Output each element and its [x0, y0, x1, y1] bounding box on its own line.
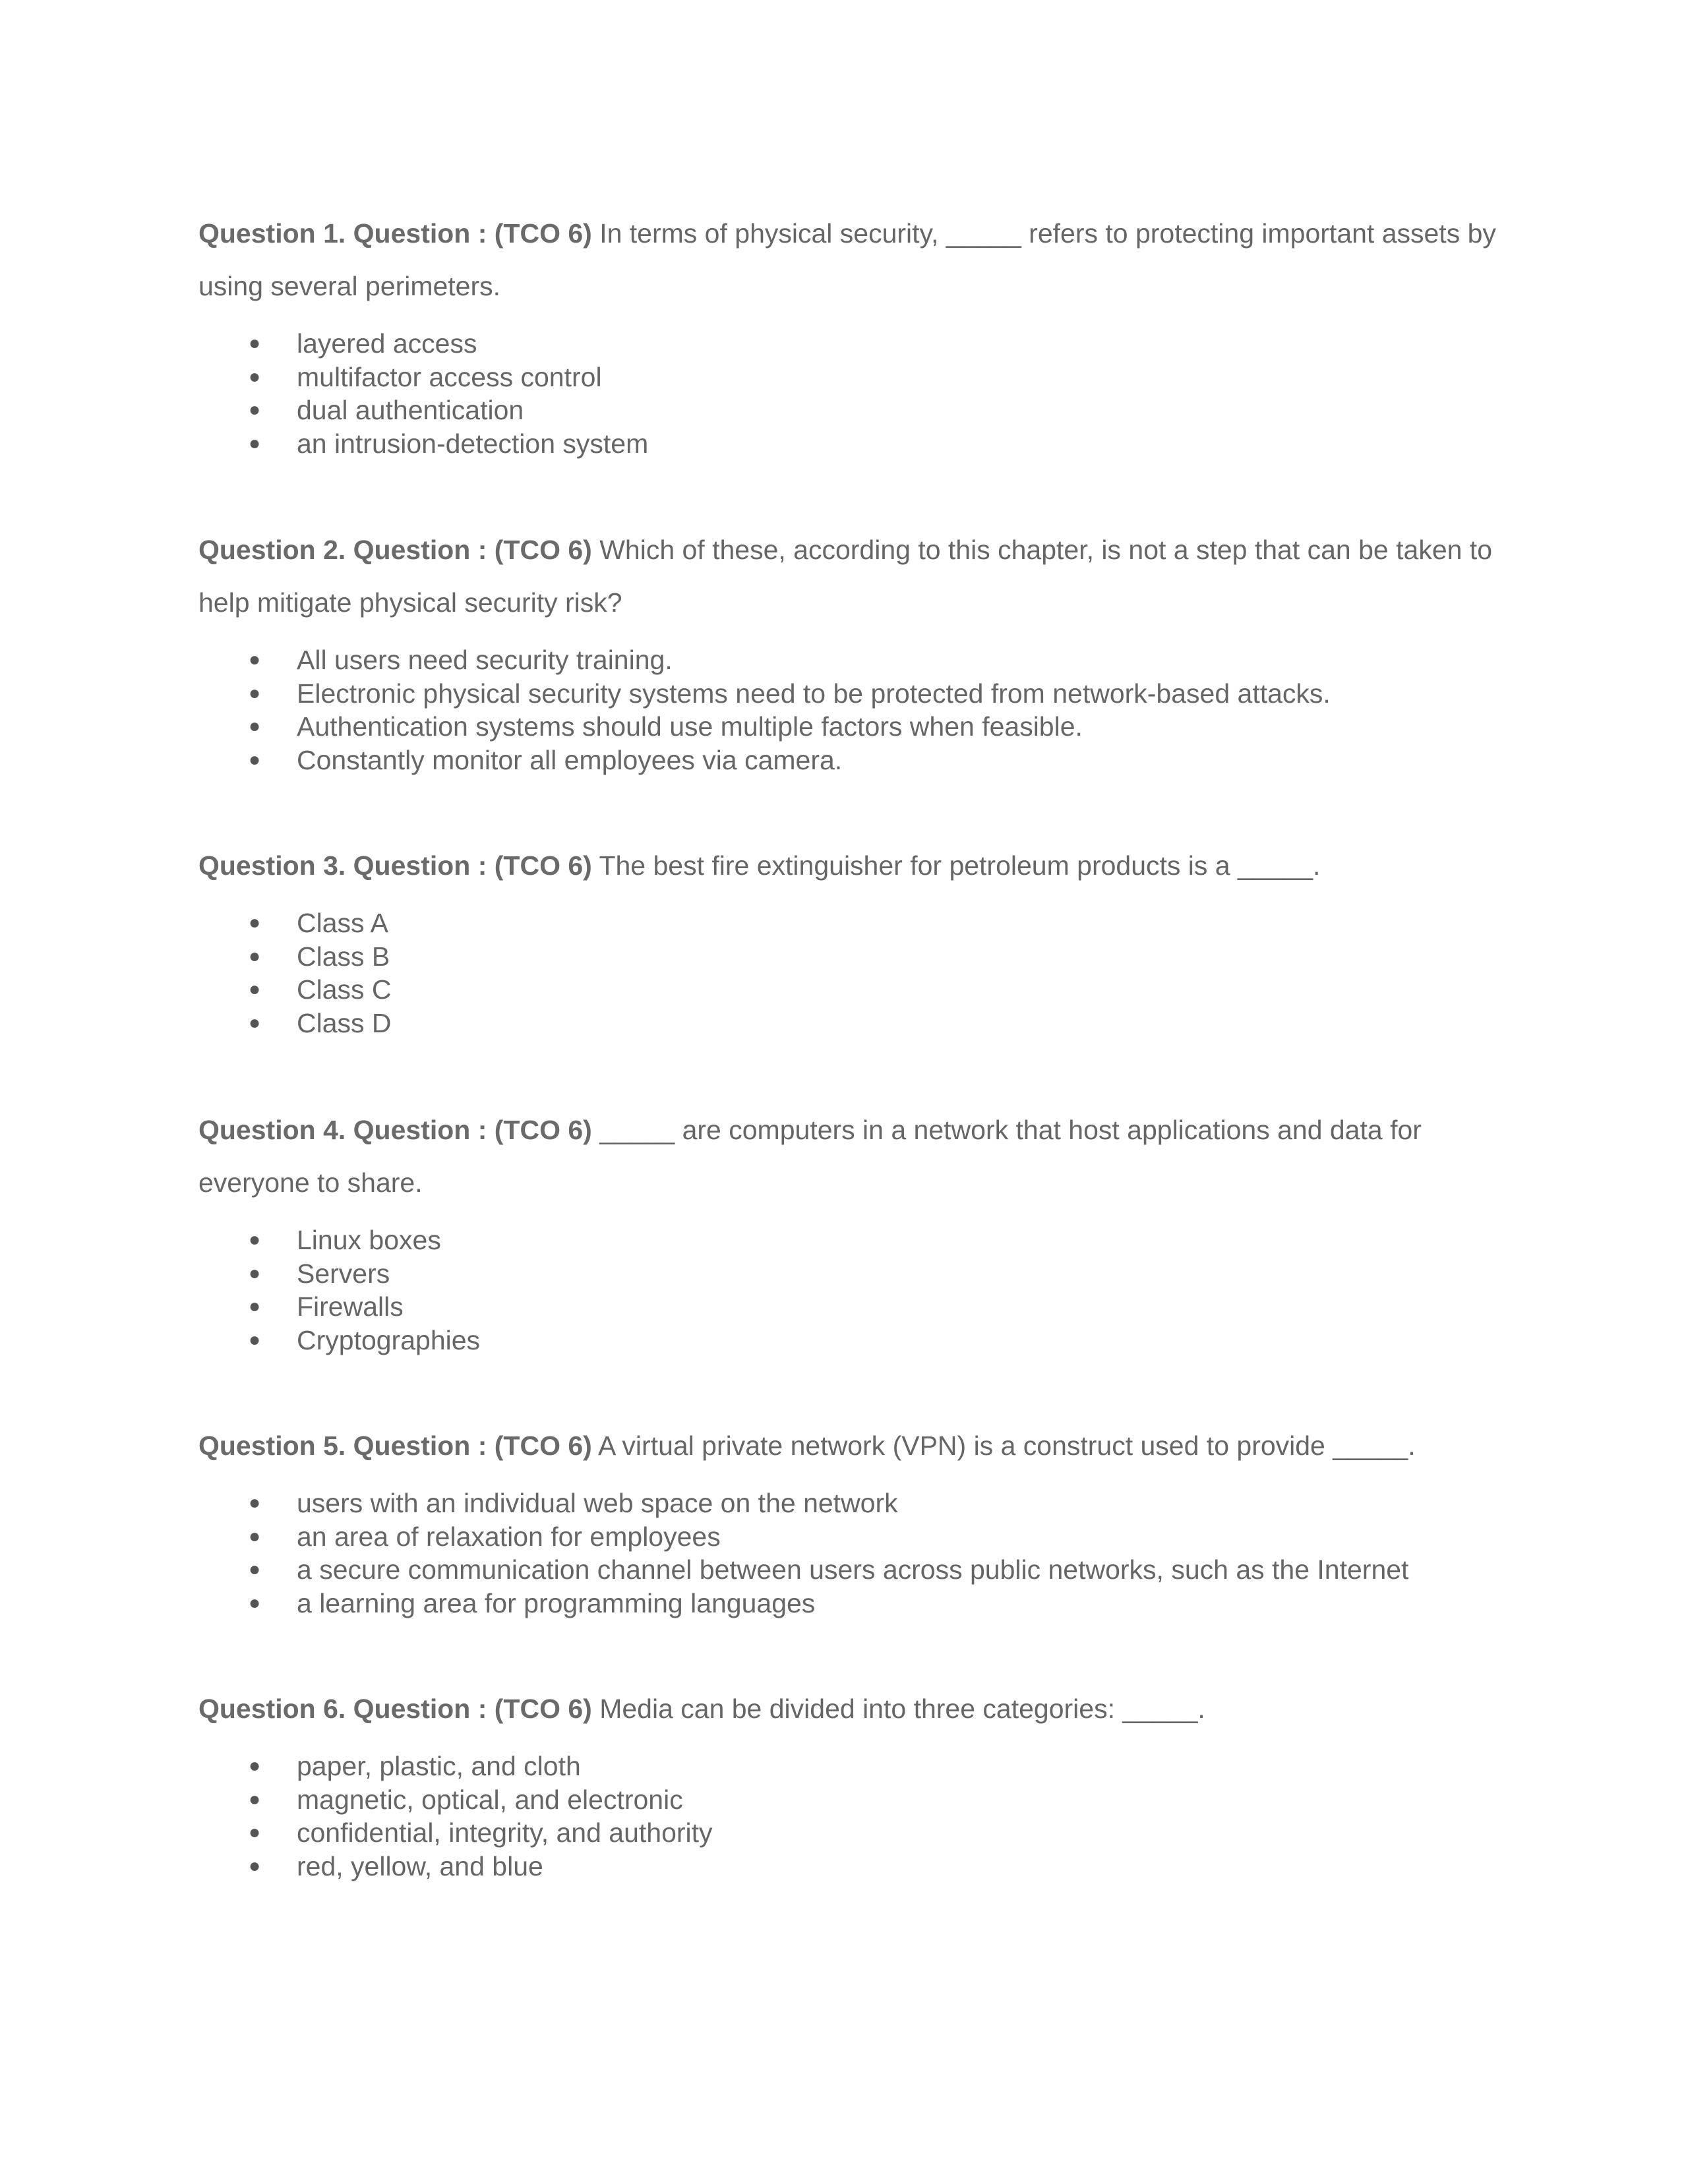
option-label: an area of relaxation for employees: [297, 1521, 721, 1552]
answer-options: [198, 327, 1517, 460]
question-label: Question 6. Question : (TCO 6): [198, 1694, 592, 1724]
bullet-icon: ●: [249, 912, 261, 933]
bullet-icon: ●: [249, 1854, 261, 1877]
question-text: [198, 839, 1517, 892]
question-prompt: Media can be divided into three categories: _____.: [591, 1694, 1205, 1724]
option-label: Class B: [297, 941, 390, 972]
answer-option: [198, 1587, 1517, 1620]
answer-option: [198, 394, 1517, 427]
answer-option: [198, 677, 1517, 711]
option-label: paper, plastic, and cloth: [297, 1751, 581, 1781]
question-3: [198, 839, 1517, 1040]
question-1: [198, 207, 1517, 460]
answer-options: [198, 643, 1517, 777]
bullet-icon: ●: [249, 1229, 261, 1251]
question-text: [198, 1104, 1517, 1209]
option-label: layered access: [297, 328, 477, 359]
bullet-icon: ●: [249, 715, 261, 737]
question-prompt: _____ are computers in a network that host applications and data for everyone to share.: [198, 1115, 1422, 1198]
option-label: confidential, integrity, and authority: [297, 1817, 713, 1848]
bullet-icon: ●: [249, 365, 261, 388]
bullet-icon: ●: [249, 1525, 261, 1547]
answer-option: [198, 643, 1517, 677]
answer-option: [198, 1224, 1517, 1257]
answer-option: [198, 1487, 1517, 1520]
bullet-icon: ●: [249, 1295, 261, 1317]
answer-option: [198, 1750, 1517, 1783]
answer-option: [198, 361, 1517, 394]
option-label: Class A: [297, 908, 388, 938]
option-label: dual authentication: [297, 395, 524, 425]
option-label: an intrusion-detection system: [297, 428, 649, 459]
bullet-icon: ●: [249, 649, 261, 670]
option-label: Linux boxes: [297, 1225, 441, 1255]
question-text: [198, 1682, 1517, 1735]
question-label: Question 4. Question : (TCO 6): [198, 1115, 592, 1145]
question-2: [198, 523, 1517, 777]
question-prompt: Which of these, according to this chapter, is not a step that can be taken to help mitigate physical security risk?: [198, 535, 1493, 618]
question-label: Question 2. Question : (TCO 6): [198, 535, 592, 565]
option-label: Cryptographies: [297, 1324, 481, 1355]
answer-option: [198, 327, 1517, 361]
answer-options: [198, 906, 1517, 1040]
bullet-icon: ●: [249, 748, 261, 771]
answer-option: [198, 940, 1517, 974]
bullet-icon: ●: [249, 978, 261, 1000]
question-text: [198, 523, 1517, 629]
option-label: Firewalls: [297, 1291, 404, 1322]
question-label: Question 1. Question : (TCO 6): [198, 218, 592, 249]
option-label: All users need security training.: [297, 645, 673, 675]
bullet-icon: ●: [249, 1262, 261, 1284]
option-label: red, yellow, and blue: [297, 1850, 543, 1881]
answer-option: [198, 1850, 1517, 1883]
bullet-icon: ●: [249, 1011, 261, 1034]
option-label: magnetic, optical, and electronic: [297, 1784, 683, 1815]
bullet-icon: ●: [249, 1755, 261, 1777]
option-label: Class C: [297, 974, 392, 1005]
answer-option: [198, 1520, 1517, 1554]
option-label: Class D: [297, 1007, 392, 1038]
option-label: multifactor access control: [297, 361, 602, 392]
bullet-icon: ●: [249, 945, 261, 967]
option-label: a secure communication channel between users across public networks, such as the Internet: [297, 1554, 1409, 1585]
answer-option: [198, 1290, 1517, 1324]
bullet-icon: ●: [249, 1492, 261, 1514]
question-prompt: The best fire extinguisher for petroleum products is a _____.: [591, 850, 1321, 881]
bullet-icon: ●: [249, 1591, 261, 1614]
question-6: [198, 1682, 1517, 1883]
bullet-icon: ●: [249, 1788, 261, 1810]
answer-option: [198, 744, 1517, 777]
option-label: Servers: [297, 1258, 390, 1289]
answer-options: [198, 1224, 1517, 1357]
bullet-icon: ●: [249, 682, 261, 704]
question-label: Question 3. Question : (TCO 6): [198, 850, 592, 881]
answer-option: [198, 1007, 1517, 1040]
answer-option: [198, 1257, 1517, 1291]
option-label: a learning area for programming languages: [297, 1587, 816, 1618]
answer-options: [198, 1487, 1517, 1620]
question-text: [198, 207, 1517, 312]
bullet-icon: ●: [249, 1328, 261, 1351]
answer-options: [198, 1750, 1517, 1883]
bullet-icon: ●: [249, 1558, 261, 1580]
answer-option: [198, 973, 1517, 1007]
option-label: Authentication systems should use multiple factors when feasible.: [297, 711, 1083, 742]
answer-option: [198, 1816, 1517, 1850]
answer-option: [198, 710, 1517, 744]
answer-option: [198, 1553, 1517, 1587]
option-label: Constantly monitor all employees via camera.: [297, 744, 843, 775]
bullet-icon: ●: [249, 399, 261, 421]
bullet-icon: ●: [249, 332, 261, 354]
question-5: [198, 1419, 1517, 1620]
question-text: [198, 1419, 1517, 1472]
answer-option: [198, 427, 1517, 461]
option-label: Electronic physical security systems need to be protected from network-based attacks.: [297, 678, 1331, 709]
question-label: Question 5. Question : (TCO 6): [198, 1431, 592, 1461]
question-4: [198, 1104, 1517, 1357]
answer-option: [198, 1783, 1517, 1817]
question-prompt: In terms of physical security, _____ refers to protecting important assets by using several perimeters.: [198, 218, 1496, 301]
option-label: users with an individual web space on the network: [297, 1488, 898, 1518]
answer-option: [198, 906, 1517, 940]
answer-option: [198, 1324, 1517, 1357]
question-prompt: A virtual private network (VPN) is a construct used to provide _____.: [591, 1431, 1416, 1461]
bullet-icon: ●: [249, 432, 261, 454]
bullet-icon: ●: [249, 1821, 261, 1843]
